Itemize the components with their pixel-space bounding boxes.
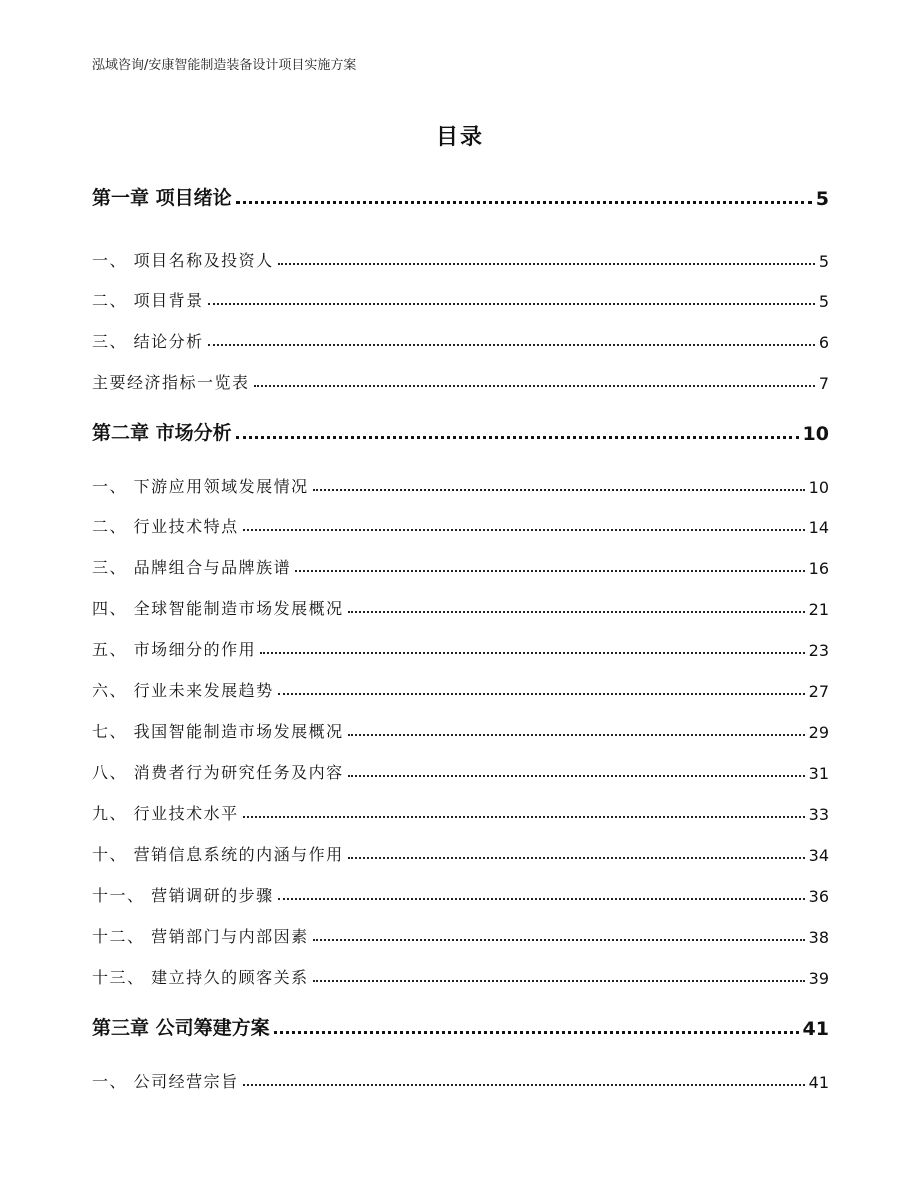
toc-dot-leader: [274, 1031, 799, 1034]
toc-section-entry[interactable]: [92, 716, 829, 742]
toc-section-entry[interactable]: [92, 367, 829, 393]
toc-entry-page-number: 41: [802, 1018, 829, 1040]
toc-dot-leader: [313, 980, 805, 982]
toc-section-entry[interactable]: [92, 593, 829, 619]
toc-entry-page-number: 5: [818, 292, 829, 311]
toc-chapter-entry[interactable]: [92, 1014, 829, 1040]
toc-entry-page-number: 23: [808, 641, 829, 660]
toc-dot-leader: [348, 857, 805, 859]
toc-entry-page-number: 33: [808, 805, 829, 824]
toc-entry-label: 十二、 营销部门与内部因素: [92, 924, 311, 947]
toc-entry-page-number: 29: [808, 723, 829, 742]
toc-entry-page-number: 34: [808, 846, 829, 865]
toc-entry-page-number: 38: [808, 928, 829, 947]
toc-entry-label: 第三章 公司筹建方案: [92, 1013, 272, 1040]
toc-entry-label: 一、 下游应用领域发展情况: [92, 474, 311, 497]
toc-entry-label: 六、 行业未来发展趋势: [92, 678, 276, 701]
toc-section-entry[interactable]: [92, 921, 829, 947]
toc-entry-label: 五、 市场细分的作用: [92, 637, 258, 660]
toc-section-entry[interactable]: [92, 552, 829, 578]
toc-dot-leader: [348, 611, 805, 613]
toc-section-entry[interactable]: [92, 675, 829, 701]
toc-entry-label: 主要经济指标一览表: [92, 370, 252, 393]
toc-entry-page-number: 10: [808, 478, 829, 497]
toc-entry-label: 二、 行业技术特点: [92, 514, 241, 537]
toc-dot-leader: [260, 652, 805, 654]
toc-dot-leader: [313, 489, 805, 491]
toc-entry-label: 一、 公司经营宗旨: [92, 1069, 241, 1092]
toc-section-entry[interactable]: [92, 962, 829, 988]
toc-dot-leader: [254, 385, 815, 387]
toc-entry-label: 三、 品牌组合与品牌族谱: [92, 555, 293, 578]
toc-entry-label: 四、 全球智能制造市场发展概况: [92, 596, 346, 619]
toc-dot-leader: [236, 436, 799, 439]
toc-entry-label: 七、 我国智能制造市场发展概况: [92, 719, 346, 742]
toc-entry-page-number: 27: [808, 682, 829, 701]
toc-dot-leader: [348, 775, 805, 777]
toc-entry-label: 第一章 项目绪论: [92, 183, 234, 210]
toc-section-entry[interactable]: [92, 839, 829, 865]
toc-entry-page-number: 10: [802, 423, 829, 445]
toc-entry-label: 一、 项目名称及投资人: [92, 248, 276, 271]
toc-dot-leader: [278, 898, 805, 900]
toc-chapter-entry[interactable]: [92, 184, 829, 210]
toc-section-entry[interactable]: [92, 798, 829, 824]
toc-chapter-entry[interactable]: [92, 419, 829, 445]
running-header: 泓域咨询/安康智能制造装备设计项目实施方案: [92, 58, 357, 73]
toc-dot-leader: [243, 529, 805, 531]
toc-entry-page-number: 5: [815, 188, 829, 210]
toc-entry-page-number: 5: [818, 252, 829, 271]
toc-entry-page-number: 31: [808, 764, 829, 783]
toc-section-entry[interactable]: [92, 285, 829, 311]
toc-entry-label: 十三、 建立持久的顾客关系: [92, 965, 311, 988]
toc-entry-page-number: 14: [808, 518, 829, 537]
toc-entry-page-number: 16: [808, 559, 829, 578]
toc-entry-page-number: 21: [808, 600, 829, 619]
toc-entry-label: 十一、 营销调研的步骤: [92, 883, 276, 906]
toc-dot-leader: [208, 344, 815, 346]
toc-entry-label: 八、 消费者行为研究任务及内容: [92, 760, 346, 783]
toc-entry-page-number: 41: [808, 1073, 829, 1092]
toc-entry-page-number: 6: [818, 333, 829, 352]
toc-dot-leader: [208, 303, 815, 305]
toc-entry-page-number: 36: [808, 887, 829, 906]
toc-entry-label: 十、 营销信息系统的内涵与作用: [92, 842, 346, 865]
toc-section-entry[interactable]: [92, 511, 829, 537]
toc-dot-leader: [243, 1084, 805, 1086]
toc-section-entry[interactable]: [92, 326, 829, 352]
toc-section-entry[interactable]: [92, 880, 829, 906]
toc-dot-leader: [278, 693, 805, 695]
toc-entry-page-number: 7: [818, 374, 829, 393]
toc-dot-leader: [313, 939, 805, 941]
toc-section-entry[interactable]: [92, 634, 829, 660]
toc-section-entry[interactable]: [92, 757, 829, 783]
toc-section-entry[interactable]: [92, 1066, 829, 1092]
toc-title: 目录: [435, 125, 484, 150]
toc-dot-leader: [278, 263, 815, 265]
toc-dot-leader: [348, 734, 805, 736]
toc-dot-leader: [243, 816, 805, 818]
toc-dot-leader: [236, 201, 812, 204]
toc-entry-page-number: 39: [808, 969, 829, 988]
toc-section-entry[interactable]: [92, 471, 829, 497]
toc-entry-label: 九、 行业技术水平: [92, 801, 241, 824]
toc-entry-label: 第二章 市场分析: [92, 418, 234, 445]
toc-section-entry[interactable]: [92, 245, 829, 271]
toc-entry-label: 二、 项目背景: [92, 288, 206, 311]
toc-entry-label: 三、 结论分析: [92, 329, 206, 352]
toc-dot-leader: [295, 570, 805, 572]
